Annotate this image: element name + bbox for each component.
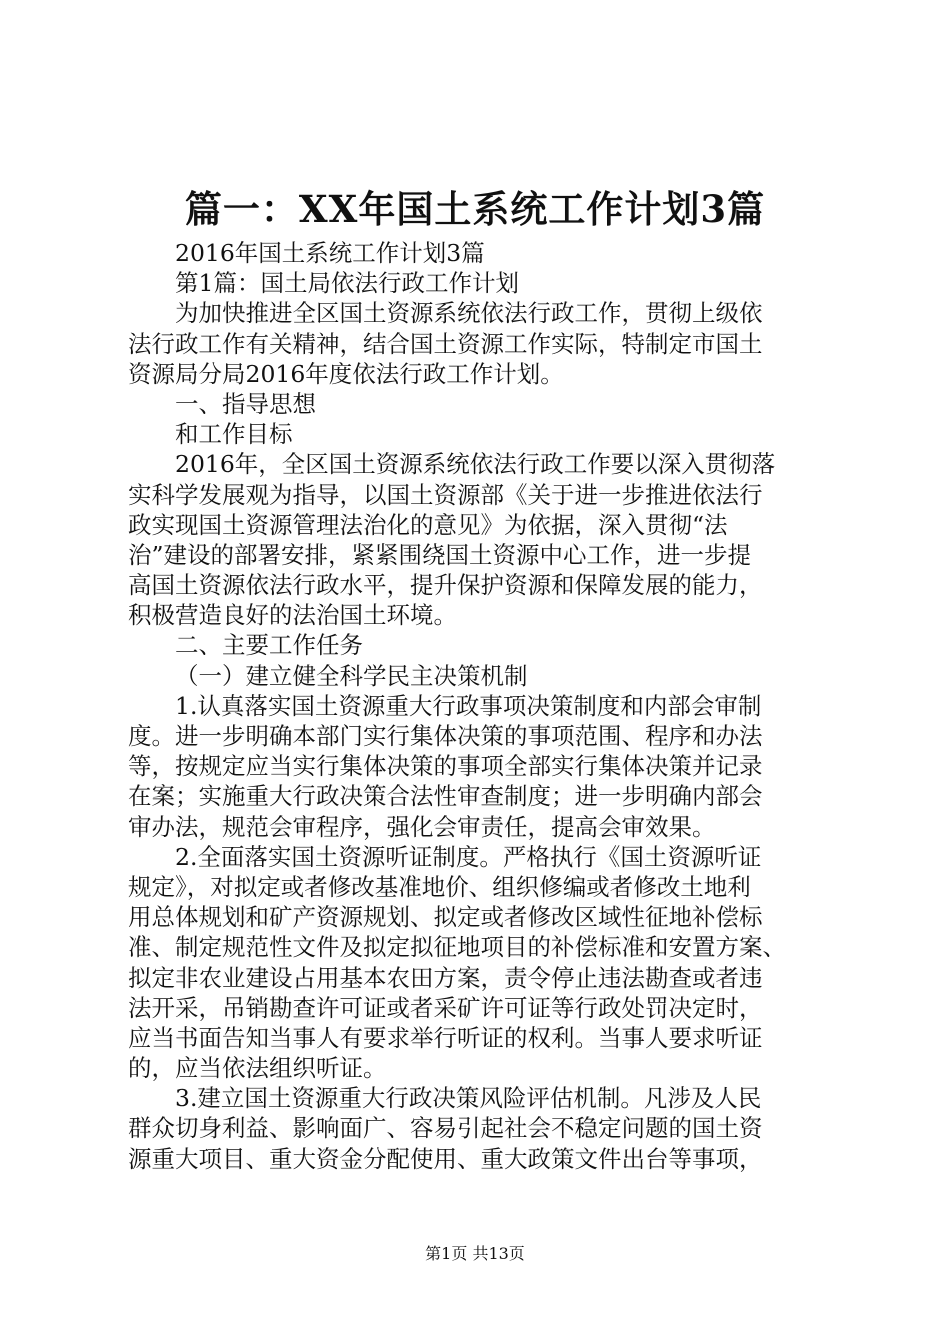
body-line: 治”建设的部署安排，紧紧围绕国土资源中心工作，进一步提 bbox=[128, 540, 752, 569]
body-line: 度。进一步明确本部门实行集体决策的事项范围、程序和办法 bbox=[128, 722, 763, 750]
body-line: 二、主要工作任务 bbox=[175, 631, 363, 660]
body-line: 2.全面落实国土资源听证制度。严格执行《国土资源听证 bbox=[175, 842, 762, 871]
body-line: 等，按规定应当实行集体决策的事项全部实行集体决策并记录 bbox=[128, 752, 763, 781]
body-line: 法开采，吊销勘查许可证或者采矿许可证等行政处罚决定时， bbox=[128, 993, 763, 1022]
body-line: 实科学发展观为指导，以国土资源部《关于进一步推进依法行 bbox=[128, 480, 763, 509]
body-line: 资源局分局2016年度依法行政工作计划。 bbox=[128, 359, 564, 388]
body-line: 1.认真落实国土资源重大行政事项决策制度和内部会审制 bbox=[175, 691, 762, 720]
body-line: 和工作目标 bbox=[175, 420, 293, 449]
body-line: 法行政工作有关精神，结合国土资源工作实际，特制定市国土 bbox=[128, 329, 763, 358]
body-line: 政实现国土资源管理法治化的意见》为依据，深入贯彻“法 bbox=[128, 510, 728, 539]
body-line: 拟定非农业建设占用基本农田方案，责令停止违法勘查或者违 bbox=[128, 963, 763, 992]
body-line: 用总体规划和矿产资源规划、拟定或者修改区域性征地补偿标 bbox=[128, 903, 763, 932]
body-line: 3.建立国土资源重大行政决策风险评估机制。凡涉及人民 bbox=[175, 1084, 762, 1113]
document-body bbox=[128, 238, 833, 1174]
page-footer: 第1页 共13页 bbox=[425, 1244, 525, 1263]
body-line: 审办法，规范会审程序，强化会审责任，提高会审效果。 bbox=[128, 812, 716, 841]
body-line: 一、指导思想 bbox=[175, 389, 316, 418]
body-line: 应当书面告知当事人有要求举行听证的权利。当事人要求听证 bbox=[128, 1023, 763, 1052]
body-line: 为加快推进全区国土资源系统依法行政工作，贯彻上级依 bbox=[175, 299, 763, 328]
body-line: 源重大项目、重大资金分配使用、重大政策文件出台等事项， bbox=[128, 1144, 763, 1173]
body-line: 第1篇：国土局依法行政工作计划 bbox=[175, 269, 519, 298]
body-line: 规定》，对拟定或者修改基准地价、组织修编或者修改土地利 bbox=[128, 872, 751, 901]
body-line: 群众切身利益、影响面广、容易引起社会不稳定问题的国土资 bbox=[128, 1114, 763, 1143]
body-line: （一）建立健全科学民主决策机制 bbox=[175, 661, 528, 690]
body-line: 高国土资源依法行政水平，提升保护资源和保障发展的能力， bbox=[128, 571, 763, 600]
body-line: 准、制定规范性文件及拟定拟征地项目的补偿标准和安置方案、 bbox=[128, 933, 786, 962]
body-line: 在案；实施重大行政决策合法性审查制度；进一步明确内部会 bbox=[128, 782, 763, 811]
body-line: 的，应当依法组织听证。 bbox=[128, 1054, 387, 1083]
body-line: 2016年，全区国土资源系统依法行政工作要以深入贯彻落 bbox=[175, 450, 776, 479]
body-line: 积极营造良好的法治国土环境。 bbox=[128, 601, 457, 630]
document-title: 篇一：XX年国土系统工作计划3篇 bbox=[184, 187, 766, 231]
body-line: 2016年国土系统工作计划3篇 bbox=[175, 239, 485, 267]
